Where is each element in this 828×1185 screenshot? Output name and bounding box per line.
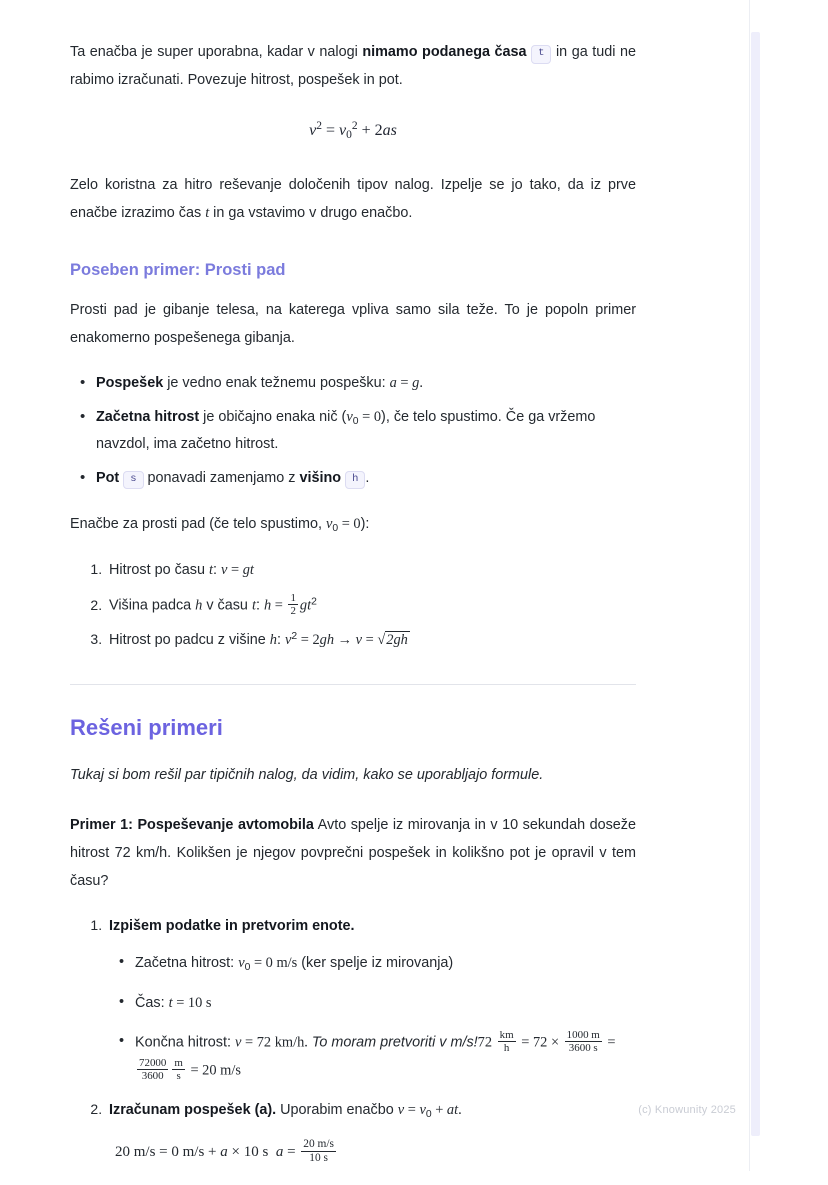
list-item: 2. Izračunam pospešek (a). Uporabim enačbo $v = v_0$ + at. 20 m/s = 0 m/s + a × 10 s a = $\frac{20 m/s}{10 s}$ xyxy=(106,1097,636,1167)
bullet-bold-3b: višino xyxy=(299,469,342,486)
derivation-text-before: Zelo koristna za hitro reševanje določenih tipov nalog. Izpelje se jo tako, da iz prve enačbe izrazimo čas xyxy=(70,177,636,222)
fraction-1000m-3600s: $\frac{1000 m}{3600 s}$ xyxy=(566,1028,600,1055)
eq2-sep: : xyxy=(255,597,264,614)
fraction-20ms-10s: $\frac{20 m/s}{10 s}$ xyxy=(303,1137,334,1164)
fraction-m-s: $\frac{m}{s}$ xyxy=(174,1056,183,1083)
eq3-sep: : xyxy=(276,632,285,649)
scrollbar-track[interactable] xyxy=(749,0,828,1171)
bullet-text-2: je običajno enaka nič ( xyxy=(199,408,347,425)
derivation-text-after: in ga vstavimo v drugo enačbo. xyxy=(209,205,413,222)
sub-1-tail: (ker speljе iz mirovanja) xyxy=(297,954,454,971)
list-item xyxy=(96,465,636,492)
bullet-math-1: a xyxy=(389,375,397,392)
inline-code-t: t xyxy=(531,45,551,64)
bullet-text-2b: ), če telo spustimo. Če ga vržemo navzdol, ima začetno hitrost. xyxy=(96,408,596,453)
intro-text-before: Ta enačba je super uporabna, kadar v nalogi xyxy=(70,44,363,60)
var-t: t xyxy=(205,205,210,222)
eq2-var2: t xyxy=(251,597,256,614)
bullet-text-3: ponavadi zamenjamo z xyxy=(143,469,300,486)
example-1-steps xyxy=(70,913,636,1166)
list-item xyxy=(106,913,636,1085)
free-fall-equations-intro: Enačbe za prosti pad (če telo spustimo, $v_0 = 0$): xyxy=(70,516,370,534)
sub-2-label: Čas: xyxy=(135,994,169,1011)
bullet-bold-1: Pospešek xyxy=(96,375,164,392)
solved-note: Tukaj si bom rešil par tipičnih nalog, da vidim, kako se uporabljajo formule. xyxy=(70,766,544,783)
eq-intro-before: Enačbe za prosti pad (če telo spustimo, xyxy=(70,516,326,533)
fraction-km-h: $\frac{km}{h}$ xyxy=(499,1028,514,1055)
list-item: • Začetna hitrost je običajno enaka nič $(v_0 = 0)$, če telo spustimo. Če ga vržemo navzdol, ima začetno hitrost. xyxy=(96,404,636,459)
sub-3-label: Končna hitrost: xyxy=(135,1034,235,1051)
free-fall-bullet-list xyxy=(70,370,636,492)
list-item: 2. Višina padca h v času t: h = $\frac{1}{2}$ $gt^2$ xyxy=(106,592,636,619)
fraction-72000-3600: $\frac{72000}{3600}$ xyxy=(139,1056,167,1083)
list-item: • Končna hitrost: v = 72 km/h. To moram pretvoriti v m/s!72 $\frac{km}{h}$ = 72 × $\frac{1000 m}{3600 s}$ = $\frac{72000}{3600}$ $\frac{m}{s}$ = 20 m/s xyxy=(135,1029,636,1085)
derivation-paragraph xyxy=(70,171,636,227)
document-content xyxy=(70,38,636,1185)
intro-bold: nimamo podanega časa xyxy=(362,44,527,60)
example-1-paragraph xyxy=(70,811,636,895)
eq3-var: h xyxy=(269,632,277,649)
eq-intro-after: ): xyxy=(360,516,370,533)
list-item: • Pospešek je vedno enak težnemu pospešku: a = g. xyxy=(96,370,636,397)
example-1-title: Primer 1: Pospeševanje avtomobila xyxy=(70,817,314,834)
eq3-text: Hitrost po padcu z višine xyxy=(109,632,270,649)
eq1-var: t xyxy=(208,562,213,579)
bullet-text-1: je vedno enak težnemu pospešku: xyxy=(163,375,390,392)
section-divider xyxy=(70,684,636,685)
inline-code-s: s xyxy=(123,471,143,490)
scrollbar-thumb[interactable] xyxy=(751,32,760,1136)
section-heading-solved-examples: Rešeni primeri xyxy=(70,714,223,740)
fraction-one-half: $\frac{1}{2}$ xyxy=(290,591,296,618)
bullet-bold-2: Začetna hitrost xyxy=(96,408,200,425)
eq1-sep: : xyxy=(212,562,221,579)
free-fall-paragraph: Prosti pad je gibanje telesa, na katerega vpliva samo sila teže. To je popoln primer enakomerno pospešenega gibanja. xyxy=(70,302,636,347)
example-1-text: Avto speljе iz mirovanja in v 10 sekundah doseže hitrost 72 km/h. Kolikšen je njegov povprečni pospešek in kolikšno pot je opravil v tem času? xyxy=(70,817,637,890)
watermark-copyright: (c) Knowunity 2025 xyxy=(638,1104,736,1116)
intro-text-after: in ga tudi ne rabimo izračunati. Povezuje hitrost, pospešek in pot. xyxy=(70,44,636,89)
section-heading-free-fall: Poseben primer: Prosti pad xyxy=(70,261,286,280)
step-1-data-list xyxy=(109,950,636,1085)
eq2-var: h xyxy=(195,597,203,614)
step-2-text: Uporabim enačbo xyxy=(276,1101,398,1118)
step-2-title: Izračunam pospešek (a). xyxy=(109,1101,277,1118)
bullet-text-3b-tail: . xyxy=(365,469,370,486)
eq2-mid: v času xyxy=(202,597,252,614)
bullet-bold-3: Pot xyxy=(96,469,120,486)
step-2-equation: 20 m/s = 0 m/s + a × 10 s a = $\frac{20 m/s}{10 s}$ xyxy=(115,1137,334,1164)
list-item: • Začetna hitrost: $v_0 = 0$ m/s (ker speljе iz mirovanja) xyxy=(135,950,636,978)
sub-3-italic: To moram pretvoriti v m/s! xyxy=(307,1034,478,1051)
free-fall-equation-list xyxy=(70,557,636,654)
sqrt-2gh: √2gh xyxy=(377,632,408,649)
list-item: 1. Hitrost po času t: v = gt xyxy=(106,557,636,584)
list-item: • Čas: t = 10 s xyxy=(135,990,636,1017)
list-item: 3. Hitrost po padcu z višine h: $v^2 = 2gh \to v = √2gh$ xyxy=(106,627,636,654)
sub-1-label: Začetna hitrost: xyxy=(135,954,239,971)
eq2-text: Višina padca xyxy=(109,597,196,614)
eq1-text: Hitrost po času xyxy=(109,562,209,579)
step-1-title: Izpišem podatke in pretvorim enote. xyxy=(109,918,355,935)
intro-paragraph xyxy=(70,38,636,94)
inline-code-h: h xyxy=(345,471,365,490)
formula-kinematic-third: $v^2 = v_0^2 + 2as$ xyxy=(309,120,397,142)
